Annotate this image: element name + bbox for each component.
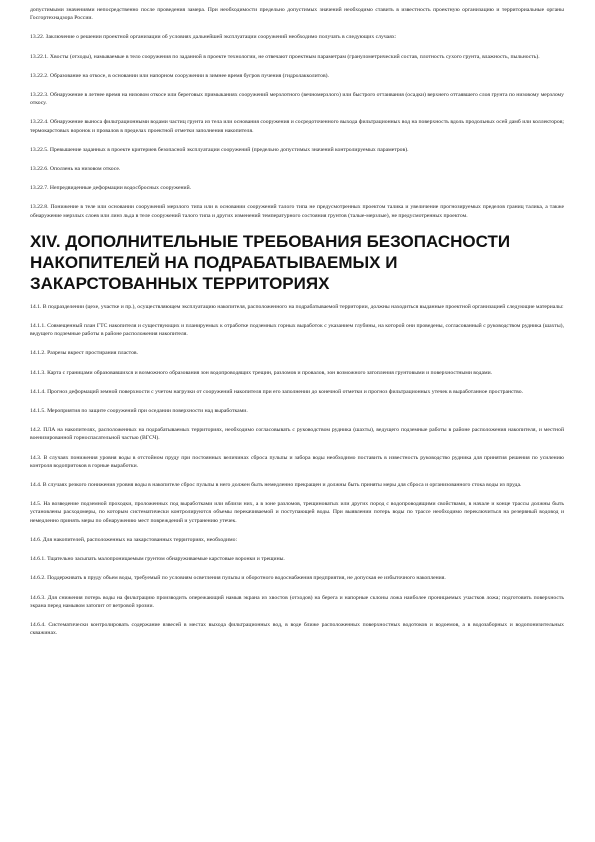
paragraph-13-22-1: 13.22.1. Хвосты (отходы), намываемые в тело сооружения по заданной в проекте технологии, не отвечают проектным параметрам (гранулометрический состав, плотность сухого грунта, влажность, пыльность). — [30, 53, 540, 60]
paragraph-14-1: 14.1. В подразделении (цехе, участке и пр.), осуществляющем эксплуатацию накопителя, расположенного на подрабатываемой территории, должны находиться выданные проектной организацией следующие материалы: — [30, 303, 564, 310]
paragraph-14-1-1: 14.1.1. Совмещенный план ГТС накопителя и существующих и планируемых к отработке подземных горных выработок с указанием глубины, на которой они проведены, согласованный с руководством рудника (шахты), ведущего подземные работы в районе расположения накопителя. — [30, 323, 564, 338]
paragraph-14-3: 14.3. В случаях понижения уровня воды в отстойном пруду при постоянных величинах сброса пульпы и забора воды необходимо поставить в известность руководство рудника для принятия решения по усилению контроля водопритоков в горные выработки. — [30, 454, 564, 469]
paragraph-14-6-1: 14.6.1. Тщательно засыпать малопроницаемым грунтом обнаруживаемые карстовые воронки и трещины. — [30, 556, 285, 563]
paragraph-14-5: 14.5. На возведение подземной проходки, проложенных под выработками или вблизи них, а в зоне разломов, трещиноватых или других пород с водопроводящими свойствами, в начале и конце трассы должны быть установлены расходомеры, по которым систематически контролируются объемы перекачиваемой и поступающей воды. При выявлении потерь воды по трассе необходимо переключиться на резервный водовод и немедленно принять меры по обнаружению мест повреждений и устранению утечек. — [30, 501, 564, 524]
section-heading: XIV. ДОПОЛНИТЕЛЬНЫЕ ТРЕБОВАНИЯ БЕЗОПАСНОСТИ НАКОПИТЕЛЕЙ НА ПОДРАБАТЫВАЕМЫХ И ЗАКАРСТОВАННЫХ ТЕРРИТОРИЯХ — [30, 231, 511, 293]
paragraph-14-6-4: 14.6.4. Систематически контролировать содержание взвесей в местах выхода фильтрационных вод, в воде ближе расположенных поверхностных водотоков и водоемов, а в водозаборных и водопонизительных скважинах. — [30, 621, 564, 637]
paragraph-14-1-4: 14.1.4. Прогноз деформаций земной поверхности с учетом нагрузки от сооружений накопителя при его заполнении до конечной отметки и прогноз фильтрационных утечек в выработанное пространство. — [30, 388, 523, 395]
paragraph-13-22-6: 13.22.6. Оползень на низовом откосе. — [30, 166, 121, 173]
paragraph-14-6-3: 14.6.3. Для снижения потерь воды на фильтрацию производить опережающий намыв экрана из хвостов (отходов) на берега и напорные склоны ложа наиболее проницаемых участков ложа; подготовить поверхность экрана перед намывом затопит от ветровой эрозии. — [30, 594, 564, 609]
paragraph: допустимыми значениями непосредственно после проведения замера. При необходимости предельно допустимых значений необходимо ставить в известность проектную организацию и территориальные органы Госгортехнадзора России. — [30, 7, 564, 22]
paragraph-14-1-2: 14.1.2. Разрезы вкрест простирания пластов. — [30, 350, 139, 357]
paragraph-13-22: 13.22. Заключение о решении проектной организации об условиях дальнейшей эксплуатации сооружений необходимо получать в следующих случаях: — [30, 34, 397, 41]
paragraph-13-22-4: 13.22.4. Обнаружение выноса фильтрационными водами частиц грунта из тела или основания сооружения и сосредоточенного выхода фильтрационных вод на поверхность вдоль продольных осей дамб или коллекторов; термокарстовых воронок и провалов в пределах проектной отметки заполнения накопителя. — [30, 119, 564, 134]
paragraph-14-2: 14.2. ПЛА на накопителях, расположенных на подрабатываемых территориях, необходимо согласовывать с руководством рудника (шахты), ведущего подземные работы в районе расположения накопителя, и местной военизированной горноспасательной частью (ВГСЧ). — [30, 427, 564, 442]
paragraph-13-22-2: 13.22.2. Образование на откосе, в основании или напорном сооружении в зимнее время бугров пучения (гидролакколитов). — [30, 72, 329, 79]
paragraph-13-22-5: 13.22.5. Превышение заданных в проекте критериев безопасной эксплуатации сооружений (предельно допустимых значений контролируемых параметров). — [30, 146, 409, 153]
document-page — [30, 6, 564, 648]
paragraph-13-22-7: 13.22.7. Непредвиденные деформации водосбросных сооружений. — [30, 185, 192, 192]
paragraph-14-1-3: 14.1.3. Карта с границами образовавшихся и возможного образования зон водопроводящих трещин, разломов и провалов, зон возможного затопления грунтовыми и поверхностными водами. — [30, 369, 493, 376]
paragraph-13-22-8: 13.22.8. Понижение в теле или основании сооружений мерзлого типа или в основании сооружений талого типа не предусмотренных проектом талика и увеличение прогнозируемых пределов границ талика, а также обнаружение мерзлых слоев или линз льда в теле сооружений талого типа и других изменений температурного состояния грунтов (талые-мерзлые), не предусмотренных проектом. — [30, 204, 564, 219]
paragraph-13-22-3: 13.22.3. Обнаружение в летнее время на низовом откосе или береговых примыканиях сооружений мерзлотного (вечномерзлого) или быстрого оттаивания (осадки) верхнего оттаявшего слоя грунта по низовому мерзлому откосу. — [30, 92, 564, 107]
paragraph-14-6-2: 14.6.2. Поддерживать в пруду объем воды, требуемый по условиям осветления пульпы и оборотного водоснабжения предприятия, не допуская ее избыточного накопления. — [30, 575, 446, 582]
paragraph-14-1-5: 14.1.5. Мероприятия по защите сооружений при оседании поверхности над выработками. — [30, 408, 248, 415]
paragraph-14-6: 14.6. Для накопителей, расположенных на закарстованных территориях, необходимо: — [30, 536, 238, 543]
paragraph-14-4: 14.4. В случаях резкого понижения уровня воды в накопителе сброс пульпы в него должен быть немедленно прекращен и должны быть приняты меры для сброса и организованного стока воды из пруда. — [30, 482, 522, 489]
